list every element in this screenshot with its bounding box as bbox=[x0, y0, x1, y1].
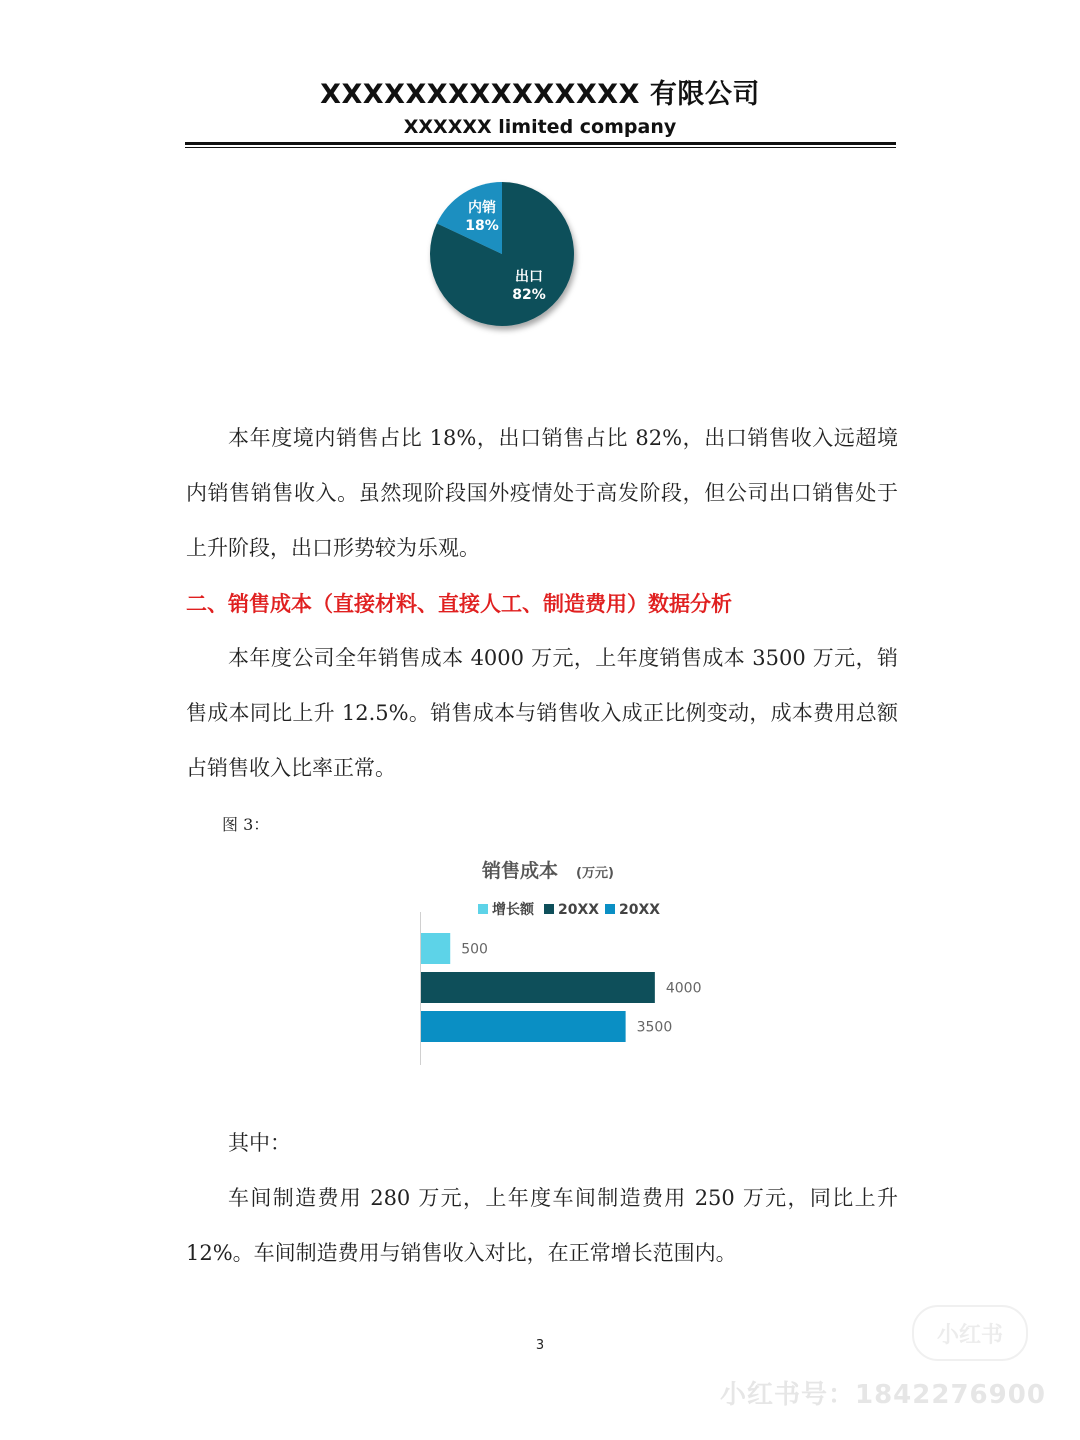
pie-pct-domestic: 18% bbox=[465, 218, 499, 234]
legend-swatch-growth bbox=[478, 904, 488, 914]
paragraph-among: 其中： bbox=[228, 1131, 291, 1155]
pie-label-export: 出口 bbox=[515, 269, 543, 285]
bar-current-year-label: 4000 bbox=[665, 980, 702, 997]
chart-title-unit: (万元) bbox=[576, 866, 614, 881]
paragraph-sales-share: 本年度境内销售占比 18%，出口销售占比 82%，出口销售收入远超境内销售销售收入。虽然现阶段国外疫情处于高发阶段，但公司出口销售处于上升阶段，出口形势较为乐观。 bbox=[186, 426, 898, 560]
figure-label: 图 3： bbox=[222, 815, 270, 834]
paragraph-sales-cost: 本年度公司全年销售成本 4000 万元，上年度销售成本 3500 万元，销售成本同比上升 12.5%。销售成本与销售收入成正比例变动，成本费用总额占销售收入比率正常。 bbox=[186, 646, 898, 780]
company-title: XXXXXXXXXXXXXXX 有限公司 bbox=[320, 79, 760, 110]
header-rule bbox=[185, 142, 896, 145]
bar-group bbox=[421, 933, 701, 1042]
bar-previous-year bbox=[421, 1011, 626, 1042]
sales-cost-bar-chart bbox=[400, 850, 760, 1080]
sales-split-pie-chart bbox=[420, 172, 590, 342]
legend-label-growth: 增长额 bbox=[492, 902, 534, 918]
watermark-logo: 小红书 bbox=[912, 1305, 1028, 1361]
pie-label-domestic: 内销 bbox=[468, 200, 496, 216]
bar-growth-label: 500 bbox=[461, 941, 488, 958]
legend-swatch-current bbox=[544, 904, 554, 914]
chart-title: 销售成本 bbox=[482, 860, 559, 882]
bar-previous-year-label: 3500 bbox=[636, 1019, 673, 1036]
watermark-id: 小红书号：1842276900 bbox=[720, 1380, 1046, 1410]
paragraph-workshop-cost: 车间制造费用 280 万元，上年度车间制造费用 250 万元，同比上升 12%。车间制造费用与销售收入对比，在正常增长范围内。 bbox=[186, 1186, 898, 1265]
pie-pct-export: 82% bbox=[512, 287, 546, 303]
legend-label-previous: 20XX bbox=[619, 902, 661, 918]
bar-growth bbox=[421, 933, 450, 964]
legend-swatch-previous bbox=[605, 904, 615, 914]
page-number: 3 bbox=[535, 1338, 545, 1353]
company-subtitle: XXXXXX limited company bbox=[403, 116, 677, 138]
header-rule-thin bbox=[185, 147, 896, 148]
section-heading: 二、销售成本（直接材料、直接人工、制造费用）数据分析 bbox=[186, 591, 732, 616]
bar-current-year bbox=[421, 972, 655, 1003]
legend-label-current: 20XX bbox=[558, 902, 600, 918]
